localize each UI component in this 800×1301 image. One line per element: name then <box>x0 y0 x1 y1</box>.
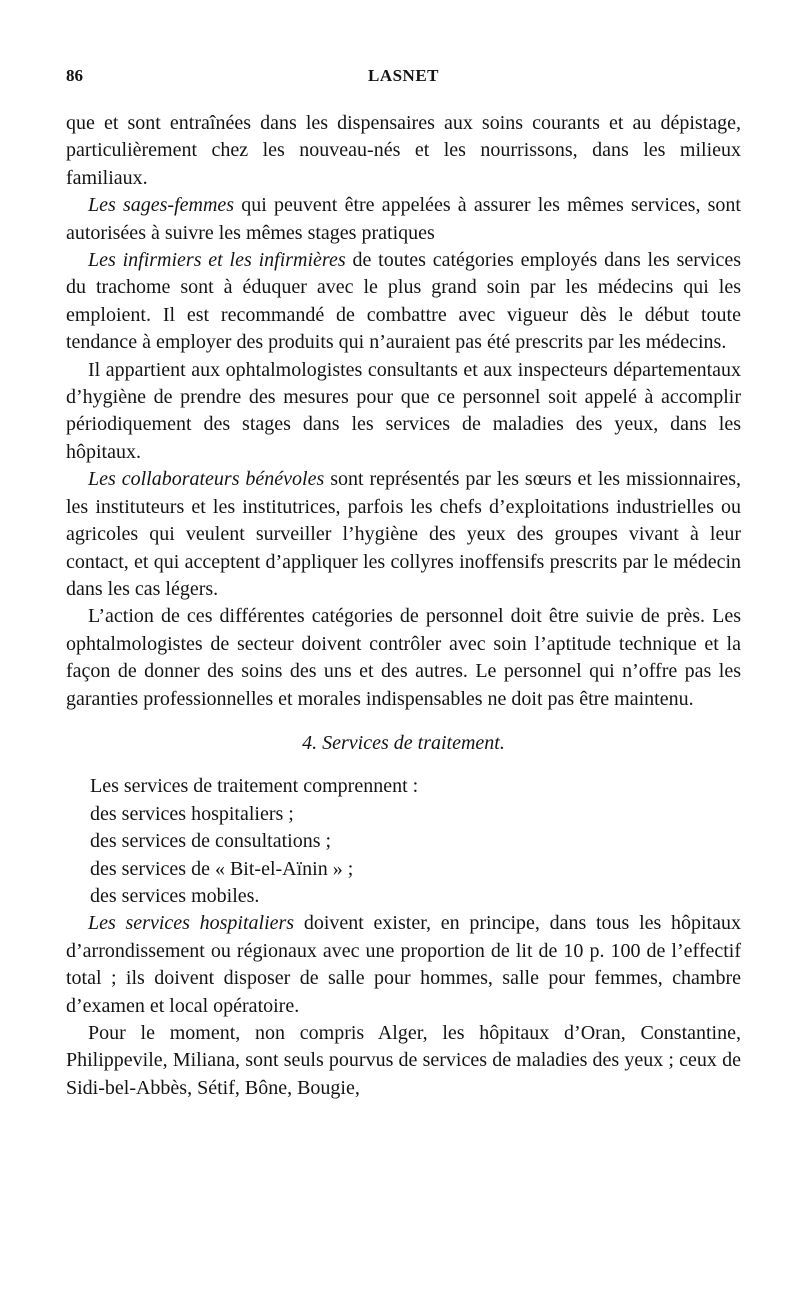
paragraph-sages-femmes: Les sages-femmes qui peuvent être appelées à assurer les mêmes services, sont autorisées à suivre les mêmes stages pratiques <box>66 194 741 244</box>
paragraph-lead: Les infirmiers et les infirmières <box>88 249 346 272</box>
paragraph-infirmiers: Les infirmiers et les infirmières de toutes catégories employés dans les services du trachome sont à éduquer avec le plus grand soin par les médecins qui les emploient. Il est recommandé de combattre avec vigueur dès le début toute tendance à employer des produits qui n’auraient pas été prescrits par les médecins. <box>66 249 741 354</box>
list-intro: Les services de traitement comprennent : <box>90 775 419 798</box>
paragraph-continuation: que et sont entraînées dans les dispensaires aux soins courants et au dépistage, particulièrement chez les nouveau-nés et les nourrissons, dans les milieux familiaux. <box>66 112 741 189</box>
paragraph-lead: Les services hospitaliers <box>88 912 295 935</box>
page-header <box>66 66 741 90</box>
section-heading: 4. Services de traitement. <box>302 731 505 754</box>
list-item: des services mobiles. <box>90 884 260 907</box>
paragraph-lead: Les collaborateurs bénévoles <box>88 468 325 491</box>
paragraph-hopitaux: Pour le moment, non compris Alger, les hôpitaux d’Oran, Constantine, Philippevile, Miliana, sont seuls pourvus de services de maladies des yeux ; ceux de Sidi-bel-Abbès, Sétif, Bône, Bougie, <box>66 1022 741 1099</box>
list-item: des services hospitaliers ; <box>90 802 294 825</box>
paragraph-services-hospitaliers: Les services hospitaliers doivent exister, en principe, dans tous les hôpitaux d’arrondissement ou régionaux avec une proportion de lit de 10 p. 100 de l’effectif total ; ils doivent disposer de salle pour hommes, salle pour femmes, chambre d’examen et local opératoire. <box>66 912 741 1017</box>
running-title: LASNET <box>367 66 440 85</box>
paragraph-ophtalmologistes: Il appartient aux ophtalmologistes consultants et aux inspecteurs départementaux d’hygiène de prendre des mesures pour que ce personnel soit appelé à accomplir périodiquement des stages dans les services de maladies des yeux, dans les hôpitaux. <box>66 358 741 463</box>
paragraph-action: L’action de ces différentes catégories de personnel doit être suivie de près. Les ophtalmologistes de secteur doivent contrôler avec soin l’aptitude technique et la façon de donner des soins des uns et des autres. Le personnel qui n’offre pas les garanties professionnelles et morales indispensables ne doit pas être maintenu. <box>66 605 741 710</box>
paragraph-lead: Les sages-femmes <box>88 194 235 217</box>
page-body <box>66 110 741 1102</box>
paragraph-collaborateurs: Les collaborateurs bénévoles sont représentés par les sœurs et les missionnaires, les instituteurs et les institutrices, parfois les chefs d’exploitations industrielles ou agricoles qui veulent surveiller l’hygiène des yeux des groupes vivant à leur contact, et qui acceptent d’appliquer les collyres inoffensifs prescrits par le médecin dans les cas légers. <box>66 468 742 600</box>
list-item: des services de « Bit-el-Aïnin » ; <box>90 857 354 880</box>
list-item: des services de consultations ; <box>90 830 332 853</box>
page-number: 86 <box>66 66 83 85</box>
